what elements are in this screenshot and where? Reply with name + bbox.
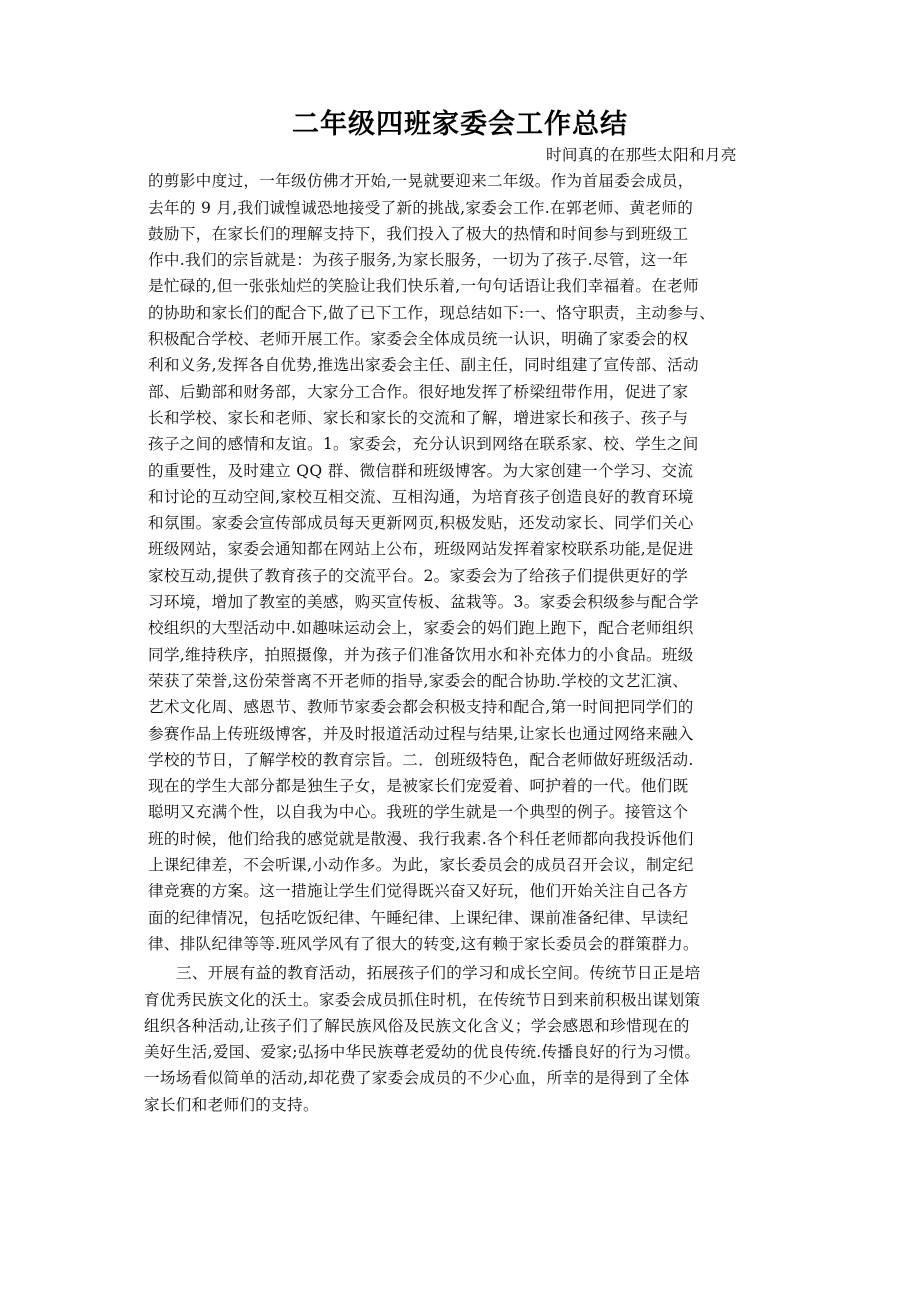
text-line: 和氛围。家委会宣传部成员每天更新网页,积极发贴，还发动家长、同学们关心: [148, 514, 694, 533]
text-line: 美好生活,爱国、爱家;弘扬中华民族尊老爱幼的优良传统.传播良好的行为习惯。: [144, 1043, 701, 1062]
text-line: 同学,维持秩序，拍照摄像，并为孩子们准备饮用水和补充体力的小食品。班级: [148, 645, 694, 664]
text-line: 的协助和家长们的配合下,做了已下工作，现总结如下:一、恪守职责，主动参与、: [148, 303, 716, 322]
text-line: 部、后勤部和财务部，大家分工合作。很好地发挥了桥梁纽带作用，促进了家: [148, 382, 689, 401]
text-line: 的剪影中度过，一年级仿佛才开始,一晃就要迎来二年级。作为首届委会成员，: [148, 172, 694, 191]
text-line: 长和学校、家长和老师、家长和家长的交流和了解，增进家长和孩子、孩子与: [148, 408, 689, 427]
document-body: [144, 142, 778, 1118]
text-line: 积极配合学校、老师开展工作。家委会全体成员统一认识，明确了家委会的权: [148, 330, 689, 349]
text-line: 艺术文化周、感恩节、教师节家委会都会积极支持和配合,第一时间把同学们的: [148, 698, 694, 717]
text-line: 利和义务,发挥各自优势,推选出家委会主任、副主任，同时组建了宣传部、活动: [148, 356, 699, 375]
text-line: 的重要性，及时建立 QQ 群、微信群和班级博客。为大家创建一个学习、交流: [148, 461, 694, 480]
paragraph-2: [144, 960, 778, 1118]
text-line: 育优秀民族文化的沃土。家委会成员抓住时机，在传统节日到来前积极出谋划策: [144, 990, 701, 1009]
text-line: 习环境，增加了教室的美感，购买宣传板、盆栽等。3。家委会积级参与配合学: [148, 593, 699, 612]
text-line: 家长们和老师们的支持。: [144, 1095, 319, 1114]
text-line: 组织各种活动,让孩子们了解民族风俗及民族文化含义；学会感恩和珍惜现在的: [144, 1016, 690, 1035]
text-line: 荣获了荣誉,这份荣誉离不开老师的指导,家委会的配合协助.学校的文艺汇演、: [148, 671, 689, 690]
document-title: 二年级四班家委会工作总结: [292, 109, 628, 140]
text-line: 是忙碌的,但一张张灿烂的笑脸让我们快乐着,一句句话语让我们幸福着。在老师: [148, 277, 699, 296]
text-line: 班级网站，家委会通知都在网站上公布，班级网站发挥着家校联系功能,是促进: [148, 540, 694, 559]
text-line: 现在的学生大部分都是独生子女，是被家长们宠爱着、呵护着的一代。他们既: [148, 777, 689, 796]
text-line: 校组织的大型活动中.如趣味运动会上，家委会的妈们跑上跑下，配合老师组织: [148, 619, 694, 638]
text-line: 去年的 9 月,我们诚惶诚恐地接受了新的挑战,家委会工作.在郭老师、黄老师的: [148, 198, 694, 217]
paragraph-1: [148, 142, 778, 957]
text-line: 律、排队纪律等等.班风学风有了很大的转变,这有赖于家长委员会的群策群力。: [148, 934, 699, 953]
text-line: 律竞赛的方案。这一措施让学生们觉得既兴奋又好玩，他们开始关注自己各方: [148, 882, 689, 901]
text-line: 家校互动,提供了教育孩子的交流平台。2。家委会为了给孩子们提供更好的学: [148, 566, 688, 585]
text-line: 参赛作品上传班级博客，并及时报道活动过程与结果,让家长也通过网络来融入: [148, 724, 694, 743]
text-line: 时间真的在那些太阳和月亮: [546, 146, 737, 164]
text-line: 聪明又充满个性，以自我为中心。我班的学生就是一个典型的例子。接管这个: [148, 803, 689, 822]
text-line: 三、开展有益的教育活动，拓展孩子们的学习和成长空间。传统节日正是培: [176, 964, 701, 983]
text-line: 班的时候，他们给我的感觉就是散漫、我行我素.各个科任老师都向我投诉他们: [148, 829, 694, 848]
text-line: 作中.我们的宗旨就是：为孩子服务,为家长服务，一切为了孩子.尽管，这一年: [148, 251, 689, 270]
text-line: 鼓励下，在家长们的理解支持下，我们投入了极大的热情和时间参与到班级工: [148, 224, 689, 243]
text-line: 孩子之间的感情和友谊。1。家委会，充分认识到网络在联系家、校、学生之间: [148, 435, 699, 454]
text-line: 和讨论的互动空间,家校互相交流、互相沟通，为培育孩子创造良好的教育环境: [148, 487, 694, 506]
text-line: 面的纪律情况，包括吃饭纪律、午睡纪律、上课纪律、课前准备纪律、早读纪: [148, 908, 689, 927]
text-line: 一场场看似简单的活动,却花费了家委会成员的不少心血，所幸的是得到了全体: [144, 1069, 690, 1088]
text-line: 上课纪律差，不会听课,小动作多。为此，家长委员会的成员召开会议，制定纪: [148, 856, 694, 875]
text-line: 学校的节日，了解学校的教育宗旨。二．创班级特色，配合老师做好班级活动.: [148, 750, 694, 769]
